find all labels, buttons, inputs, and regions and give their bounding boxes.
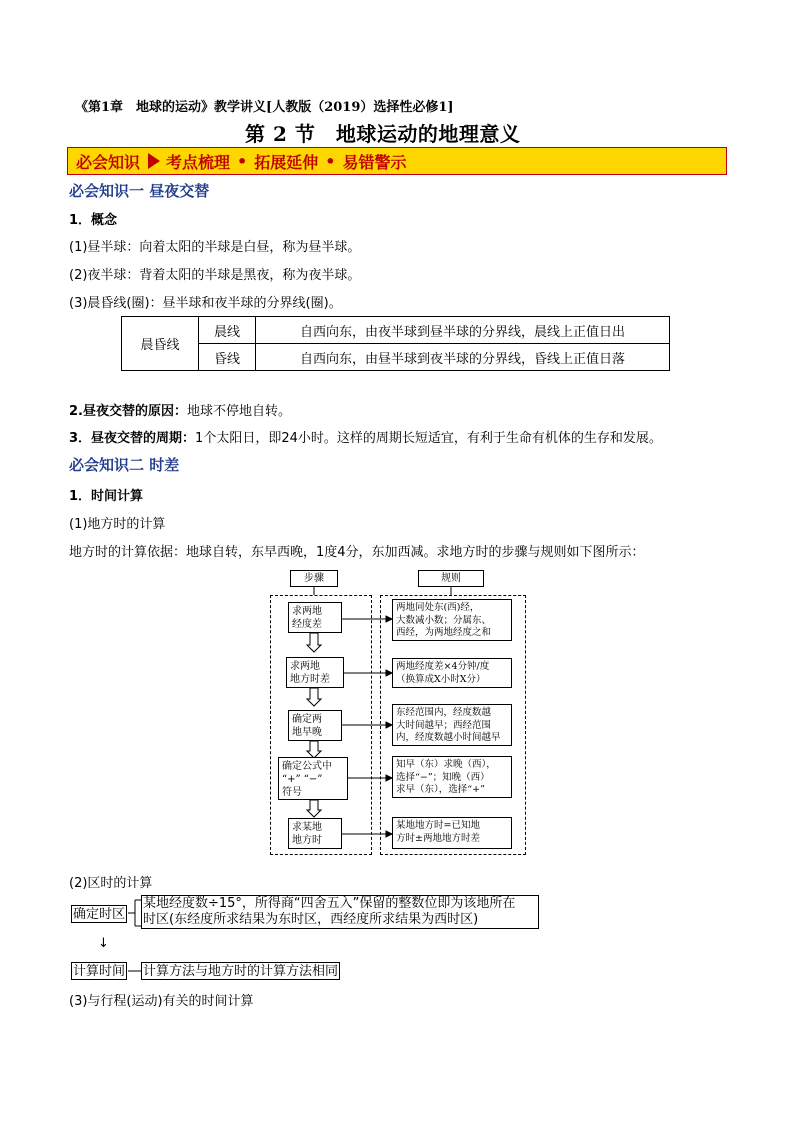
- paragraph: (2)区时的计算: [69, 876, 153, 891]
- table-row: [122, 344, 670, 371]
- table-cell: 自西向东，由昼半球到夜半球的分界线，昏线上正值日落: [256, 344, 670, 371]
- flow-step-box: 确定两 地早晚: [288, 710, 342, 741]
- paragraph: [69, 400, 291, 419]
- flow-rule-box: 两地同处东(西)经， 大数减小数；分属东、 西经，为两地经度之和: [392, 599, 512, 641]
- paragraph: (3)晨昏线(圈)：昼半球和夜半球的分界线(圈)。: [69, 296, 342, 311]
- paragraph: [69, 427, 662, 446]
- paragraph: (2)夜半球：背着太阳的半球是黑夜，称为夜半球。: [69, 268, 361, 283]
- flow-rule-box: 知早（东）求晚（西）， 选择“−”；知晚（西） 求早（东），选择“+”: [392, 756, 512, 798]
- flow-step-box: 求两地 经度差: [288, 602, 342, 633]
- document-header: 《第1章 地球的运动》教学讲义[人教版（2019）选择性必修1]: [75, 100, 454, 115]
- zone-rule-line: 时区(东经度所求结果为东时区，西经度所求结果为西时区): [143, 912, 479, 927]
- triangle-right-icon: [148, 153, 160, 169]
- zone-rule-box: 计算方法与地方时的计算方法相同: [143, 964, 339, 979]
- paragraph: 地方时的计算依据：地球自转，东早西晚，1度4分，东加西减。求地方时的步骤与规则如下图所示：: [69, 545, 645, 560]
- terminator-table: [121, 316, 670, 371]
- banner-item: 拓展延伸: [254, 152, 319, 172]
- zone-rule-box: [141, 895, 539, 929]
- table-group-cell: 晨昏线: [122, 317, 199, 371]
- table-cell: 自西向东，由夜半球到昼半球的分界线，晨线上正值日出: [256, 317, 670, 344]
- bullet-dot: •: [325, 151, 336, 171]
- section-heading: 必会知识二 时差: [69, 456, 180, 474]
- table-cell: 昏线: [199, 344, 256, 371]
- flow-step-box: 确定公式中 “+” “−” 符号: [278, 757, 348, 800]
- flow-step-box: 求两地 地方时差: [286, 657, 344, 688]
- flow-rule-box: 两地经度差×4分钟/度 （换算成X小时X分）: [392, 658, 512, 688]
- paragraph: (1)昼半球：向着太阳的半球是白昼，称为昼半球。: [69, 240, 361, 255]
- bullet-dot: •: [237, 151, 248, 171]
- flow-title-steps: 步骤: [290, 570, 338, 587]
- section-banner: [67, 147, 727, 175]
- paragraph: (3)与行程(运动)有关的时间计算: [69, 994, 254, 1009]
- local-time-flowchart: [268, 568, 530, 858]
- page-title: 第 2 节 地球运动的地理意义: [245, 122, 521, 146]
- subsection-heading: 1．时间计算: [69, 489, 144, 504]
- banner-item: 易错警示: [342, 152, 407, 172]
- flow-title-rules: 规则: [418, 570, 484, 587]
- inline-text: 地球不停地自转。: [186, 404, 291, 419]
- inline-label: 3．昼夜交替的周期：: [69, 431, 196, 446]
- banner-item: 考点梳理: [166, 152, 231, 172]
- zone-label-box: 确定时区: [73, 907, 126, 922]
- table-cell: 晨线: [199, 317, 256, 344]
- flow-step-box: 求某地 地方时: [288, 818, 342, 849]
- banner-label: 必会知识: [76, 152, 141, 172]
- connector-line: [128, 962, 142, 980]
- inline-text: 1个太阳日，即24小时。这样的周期长短适宜，有利于生命有机体的生存和发展。: [195, 431, 662, 446]
- table-row: [122, 317, 670, 344]
- inline-label: 2.昼夜交替的原因：: [69, 404, 187, 419]
- bracket-connector: [128, 898, 142, 928]
- flow-rule-box: 某地地方时=已知地 方时±两地地方时差: [392, 817, 512, 849]
- down-arrow-icon: ↓: [98, 936, 109, 951]
- zone-label-box: 计算时间: [73, 964, 126, 979]
- section-heading: 必会知识一 昼夜交替: [69, 182, 210, 200]
- paragraph: (1)地方时的计算: [69, 517, 166, 532]
- flow-rule-box: 东经范围内，经度数越 大时间越早；西经范围 内，经度数越小时间越早: [392, 704, 512, 746]
- subsection-heading: 1．概念: [69, 213, 118, 228]
- zone-rule-line: 某地经度数÷15°，所得商“四舍五入”保留的整数位即为该地所在: [143, 896, 516, 911]
